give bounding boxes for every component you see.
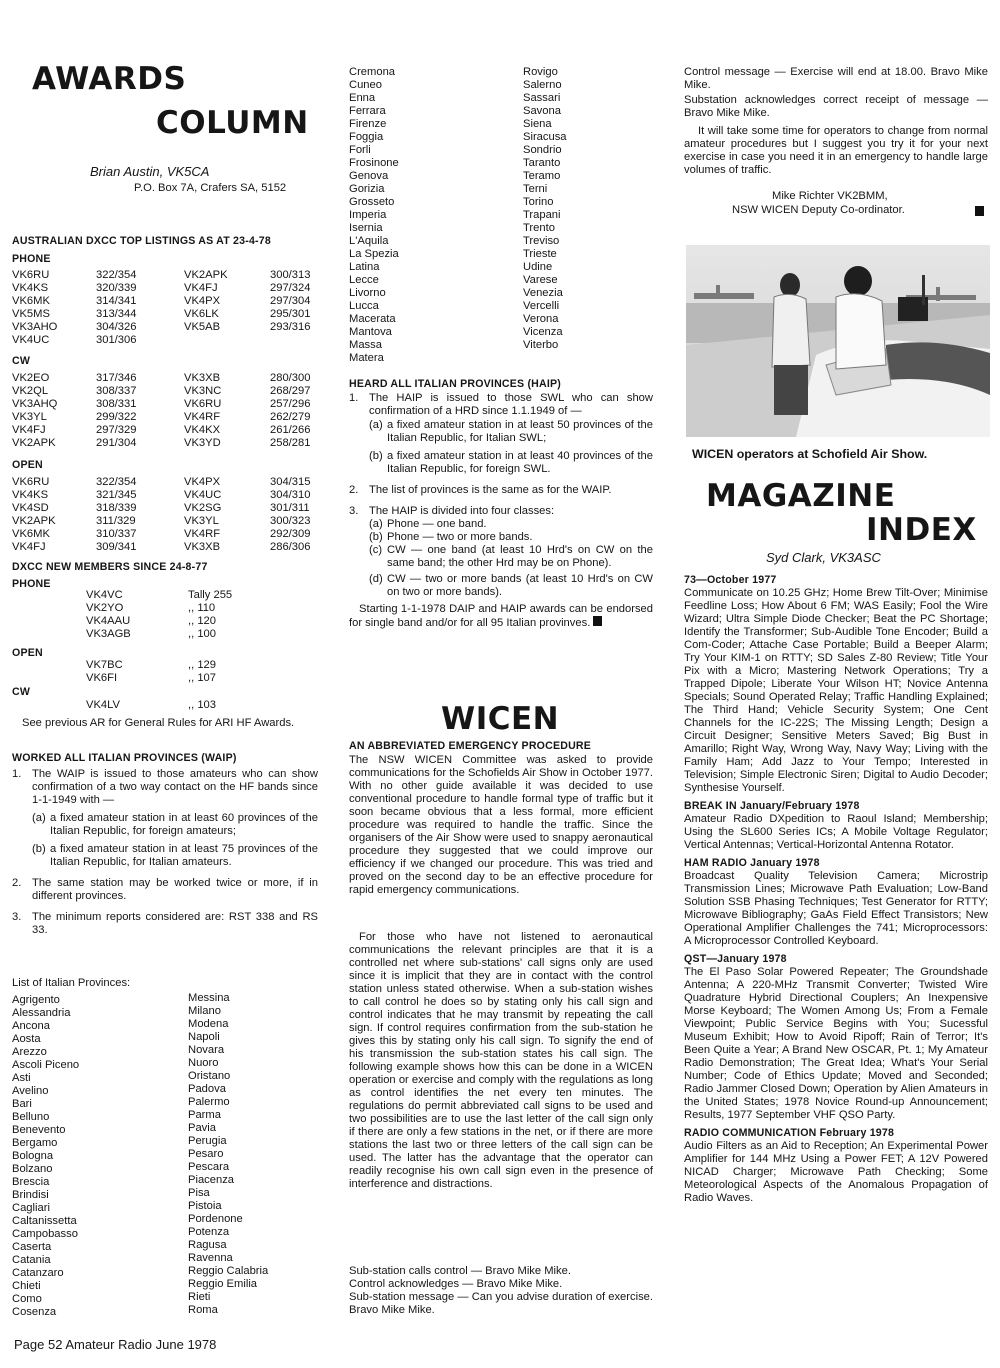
list-item: Aosta	[12, 1033, 41, 1045]
list-item: La Spezia	[349, 248, 399, 260]
wicen-example-3: Sub-station message — Can you advise duration of exercise. Bravo Mike Mike.	[349, 1291, 653, 1316]
list-item: Genova	[349, 170, 389, 182]
table-row	[12, 424, 318, 437]
list-item: Ferrara	[349, 105, 386, 117]
list-item: Ragusa	[188, 1239, 227, 1251]
table-cell: VK2SG	[184, 502, 222, 514]
table-cell: ,, 103	[188, 699, 216, 711]
list-item: Sondrio	[523, 144, 562, 156]
table-cell: VK2APK	[12, 515, 56, 527]
list-item: Parma	[188, 1109, 221, 1121]
list-item: Milano	[188, 1005, 221, 1017]
wicen-title: WICEN	[441, 701, 560, 737]
table-cell: VK3YD	[184, 437, 221, 449]
list-item: Massa	[349, 339, 382, 351]
list-item: Macerata	[349, 313, 396, 325]
table-row	[12, 321, 318, 334]
table-cell: 308/331	[96, 398, 137, 410]
table-cell: 280/300	[270, 372, 311, 384]
waip-rule-1: The WAIP is issued to those amateurs who can show confirmation of a two way contact on the HF bands since 1-1-1949 with —	[32, 768, 318, 806]
table-cell: VK7BC	[86, 659, 123, 671]
magazine-section-heading: 73—October 1977	[684, 574, 777, 586]
list-item: Salerno	[523, 79, 562, 91]
table-row	[12, 502, 318, 515]
wicen-subheading: AN ABBREVIATED EMERGENCY PROCEDURE	[349, 740, 592, 752]
awards-author: Brian Austin, VK5CA	[90, 164, 210, 179]
list-item: Pistoia	[188, 1200, 222, 1212]
table-cell: 304/310	[270, 489, 311, 501]
table-cell: VK4FJ	[12, 424, 46, 436]
list-item: Bolzano	[12, 1163, 53, 1175]
list-item: Pavia	[188, 1122, 216, 1134]
list-item: Treviso	[523, 235, 560, 247]
list-item: Cosenza	[12, 1306, 57, 1318]
end-mark-icon	[975, 206, 984, 216]
haip-heading: HEARD ALL ITALIAN PROVINCES (HAIP)	[349, 378, 562, 390]
list-item: Ancona	[12, 1020, 50, 1032]
table-cell: 304/315	[270, 476, 311, 488]
table-cell: VK6MK	[12, 528, 50, 540]
list-item: Livorno	[349, 287, 386, 299]
list-item: Palermo	[188, 1096, 230, 1108]
waip-rule-1a: a fixed amateur station in at least 60 provinces of the Italian Republic, for foreign amateurs;	[50, 812, 318, 837]
table-row	[12, 308, 318, 321]
list-item: Venezia	[523, 287, 563, 299]
list-item: Terni	[523, 183, 548, 195]
list-item: Avelino	[12, 1085, 49, 1097]
province-list-b	[188, 992, 318, 1317]
wicen-example-5: Substation acknowledges correct receipt of message — Bravo Mike Mike.	[684, 94, 988, 119]
table-row	[12, 295, 318, 308]
list-item: Taranto	[523, 157, 561, 169]
wicen-paragraph-1: The NSW WICEN Committee was asked to provide communications for the Schofields Air Show in October 1977. With no other guide available it was decided to use conventional procedure to handle formal type of traffic but it soon became obvious that a less formal, more efficient procedure was required to handle the traffic. Since the organisers of the Air Show were used to snappy aeronautical procedure they suggested that we could improve our efficiency if we changed our procedure. This was tried and proved on the second day to be an effective procedure for rapid emergency communications.	[349, 754, 653, 896]
awards-title-line1: AWARDS	[32, 61, 187, 97]
list-item: Catanzaro	[12, 1267, 64, 1279]
table-cell: 320/339	[96, 282, 137, 294]
list-item: Siracusa	[523, 131, 567, 143]
table-cell: VK4VC	[86, 589, 123, 601]
list-item: Pescara	[188, 1161, 230, 1173]
table-cell: 258/281	[270, 437, 311, 449]
list-item: Roma	[188, 1304, 218, 1316]
list-item: Reggio Emilia	[188, 1278, 258, 1290]
magazine-section	[684, 574, 988, 795]
table-cell: VK6RU	[12, 269, 50, 281]
table-cell: 268/297	[270, 385, 311, 397]
table-cell: VK4LV	[86, 699, 120, 711]
table-row	[12, 541, 318, 554]
page-footer: Page 52 Amateur Radio June 1978	[14, 1337, 217, 1352]
list-item: Belluno	[12, 1111, 50, 1123]
list-item: Messina	[188, 992, 230, 1004]
table-row	[12, 269, 318, 282]
magazine-section-body: Audio Filters as an Aid to Reception; An Experimental Power Amplifier for 144 MHz Using a Power FET; A 12V Powered NICAD Charger; Microwave Path Checking; Some Meteorological Aspects of the Anomalous Propagation of Radio Waves.	[684, 1140, 988, 1204]
table-cell: 262/279	[270, 411, 311, 423]
table-row	[12, 385, 318, 398]
haip-final: Starting 1-1-1978 DAIP and HAIP awards can be endorsed for single band and/or for all 95 Italian provinves.	[349, 603, 653, 629]
table-cell: 309/341	[96, 541, 137, 553]
table-cell: VK6FI	[86, 672, 118, 684]
table-cell: VK3YL	[184, 515, 219, 527]
list-item: L'Aquila	[349, 235, 389, 247]
table-cell: VK4FJ	[184, 282, 218, 294]
new-phone-label: PHONE	[12, 578, 51, 590]
haip-rule-3c: CW — one band (at least 10 Hrd's on CW on the same band; the other Hrd may be on Phone).	[387, 544, 653, 569]
table-cell: 291/304	[96, 437, 137, 449]
list-item: Vicenza	[523, 326, 563, 338]
new-cw-label: CW	[12, 686, 31, 698]
list-item: Varese	[523, 274, 558, 286]
list-item: Perugia	[188, 1135, 227, 1147]
list-item: Caltanissetta	[12, 1215, 77, 1227]
table-cell: VK4UC	[184, 489, 222, 501]
table-cell: VK4SD	[12, 502, 49, 514]
open-label: OPEN	[12, 459, 43, 471]
table-cell: 297/324	[270, 282, 311, 294]
awards-address: P.O. Box 7A, Crafers SA, 5152	[134, 182, 287, 194]
list-item: Trapani	[523, 209, 561, 221]
table-cell: 286/306	[270, 541, 311, 553]
table-cell: 318/339	[96, 502, 137, 514]
haip-rules: 1. The HAIP is issued to those SWL who can show confirmation of a HRD since 1.1.1949 of — (a) a fixed amateur station in at least 50 provinces of the Italian Republic, for Italian SWL; (b) a fixed amateur station in at least 40 provinces of the Italian Republic, for foreign SWL. 2. The list of provinces is the same as for the WAIP. 3. The HAIP is divided into four classes: (a) Phone — one band. (b) Phone — two or more bands. (c) CW — one band (at least 10 Hrd's on CW on the same band; the other Hrd may be on Phone). (d) CW — two or more bands (at least 10 Hrd's on CW on two or more bands). Starting 1-1-1978 DAIP and HAIP awards can be endorsed for single band and/or for all 95 Italian provinves.	[349, 392, 653, 629]
list-item: Potenza	[188, 1226, 230, 1238]
table-cell: 299/322	[96, 411, 137, 423]
table-cell: 300/323	[270, 515, 311, 527]
table-cell: VK3AHQ	[12, 398, 58, 410]
table-cell: 292/309	[270, 528, 311, 540]
table-cell: VK4KX	[184, 424, 221, 436]
list-item: Pesaro	[188, 1148, 224, 1160]
table-cell: 304/326	[96, 321, 137, 333]
open-table	[12, 476, 318, 554]
table-cell: 311/329	[96, 515, 136, 527]
list-item: Rieti	[188, 1291, 211, 1303]
table-row	[12, 398, 318, 411]
list-item: Verona	[523, 313, 559, 325]
wicen-paragraph-2: For those who have not listened to aeronautical communications the relevant principles are that it is a controlled net where sub-stations' call signs only are used since it is implicit that they are in contact with the control station unless stated otherwise. When a sub-station wishes to call control he does so by stating only his call sign and control indicates that he may transmit by repeating the call sign. If control requires confirmation from the sub-station he gives this by stating only his call sign. To signify the end of his transmission the sub-station states his call sign. The following example shows how this can be done in a WICEN operation or exercise and comply with the regulations as long as control identifies the net every ten minutes. The regulations do permit abbreviated call signs to be used and two possibilities are to use the last letter of the call sign only if there are only a few stations in the net, or if there are more stations the last two or three letters of the call sign can be used. The latter has the advantage that the operator can readily recognise his own call sign even in the presence of interference and distractions.	[349, 931, 653, 1190]
table-row	[12, 528, 318, 541]
list-item: Siena	[523, 118, 552, 130]
table-row	[12, 437, 318, 450]
new-phone-table	[86, 589, 268, 641]
haip-rule-3a: Phone — one band.	[387, 518, 487, 530]
table-cell: 301/306	[96, 334, 137, 346]
list-item: Brescia	[12, 1176, 50, 1188]
table-cell: VK4AAU	[86, 615, 131, 627]
table-row	[86, 628, 268, 641]
list-item: Como	[12, 1293, 42, 1305]
photo-illustration	[686, 245, 990, 437]
haip-rule-3b: Phone — two or more bands.	[387, 531, 533, 543]
list-item: Enna	[349, 92, 376, 104]
new-open-table	[86, 659, 268, 685]
table-cell: VK3XB	[184, 541, 221, 553]
list-item: Udine	[523, 261, 553, 273]
wicen-example-1: Sub-station calls control — Bravo Mike Mike.	[349, 1265, 571, 1277]
list-item: Matera	[349, 352, 384, 364]
table-cell: ,, 129	[188, 659, 216, 671]
list-item: Foggia	[349, 131, 384, 143]
table-cell	[184, 334, 270, 347]
cw-label: CW	[12, 355, 31, 367]
table-cell: 300/313	[270, 269, 311, 281]
waip-rules: 1. The WAIP is issued to those amateurs who can show confirmation of a two way contact on the HF bands since 1-1-1949 with — (a) a fixed amateur station in at least 60 provinces of the Italian Republic, for foreign amateurs; (b) a fixed amateur station in at least 75 provinces of the Italian Republic, for Italian amateurs. 2. The same station may be worked twice or more, if in different provinces. 3. The minimum reports considered are: RST 338 and RS 33.	[12, 768, 318, 936]
list-item: Caserta	[12, 1241, 52, 1253]
haip-rule-1: The HAIP is issued to those SWL who can show confirmation of a HRD since 1.1.1949 of —	[369, 392, 653, 417]
waip-rule-3: The minimum reports considered are: RST 338 and RS 33.	[32, 911, 318, 936]
table-row	[86, 615, 268, 628]
table-cell: VK4RF	[184, 528, 221, 540]
list-item: Viterbo	[523, 339, 559, 351]
wicen-example-4: Control message — Exercise will end at 18.00. Bravo Mike Mike.	[684, 66, 988, 91]
haip-rule-2: The list of provinces is the same as for the WAIP.	[369, 484, 612, 496]
table-cell: VK4PX	[184, 476, 221, 488]
haip-rule-1b: a fixed amateur station in at least 40 provinces of the Italian Republic, for foreign SWL.	[387, 450, 653, 475]
table-cell: VK6MK	[12, 295, 50, 307]
waip-heading: WORKED ALL ITALIAN PROVINCES (WAIP)	[12, 752, 237, 764]
table-cell: 297/304	[270, 295, 311, 307]
table-cell: 295/301	[270, 308, 311, 320]
table-cell: VK6LK	[184, 308, 219, 320]
list-item: Ravenna	[188, 1252, 233, 1264]
table-row	[12, 489, 318, 502]
table-row	[12, 282, 318, 295]
wicen-paragraph-3: It will take some time for operators to change from normal amateur procedures but I suggest you try it for your next exercise in case you need it in an emergency to handle large volumes of traffic.	[684, 125, 988, 176]
magazine-section-body: Broadcast Quality Television Camera; Microstrip Transmission Lines; Microwave Path Evaluation; Low-Band Solution SSB Phasing Techniques; Test Generator for RTTY; Microwave Bibliography; GaAs Field Effect Transistors; New Operational Amplifier Challenges the 741; Microprocessors: A Microprocessor Controlled Keyboard.	[684, 870, 988, 947]
table-cell: 322/354	[96, 269, 137, 281]
list-item: Rovigo	[523, 66, 558, 78]
new-members-heading: DXCC NEW MEMBERS SINCE 24-8-77	[12, 561, 208, 573]
list-item: Novara	[188, 1044, 225, 1056]
list-item: Grosseto	[349, 196, 395, 208]
table-cell: VK4FJ	[12, 541, 46, 553]
table-cell: ,, 120	[188, 615, 216, 627]
list-item: Ascoli Piceno	[12, 1059, 80, 1071]
province-list-c	[349, 66, 519, 365]
magazine-section-heading: BREAK IN January/February 1978	[684, 800, 860, 812]
list-item: Lucca	[349, 300, 379, 312]
table-cell: 293/316	[270, 321, 311, 333]
magazine-section	[684, 1127, 988, 1205]
list-item: Cagliari	[12, 1202, 50, 1214]
list-item: Teramo	[523, 170, 561, 182]
list-item: Cremona	[349, 66, 396, 78]
table-cell: 322/354	[96, 476, 137, 488]
list-item: Bologna	[12, 1150, 54, 1162]
table-row	[12, 372, 318, 385]
table-cell: 317/346	[96, 372, 137, 384]
list-item: Agrigento	[12, 994, 60, 1006]
table-cell: VK3NC	[184, 385, 222, 397]
list-item: Asti	[12, 1072, 31, 1084]
table-row	[86, 659, 268, 672]
see-previous-text: See previous AR for General Rules for ARI HF Awards.	[22, 717, 295, 729]
table-cell: 297/329	[96, 424, 137, 436]
table-cell: VK2YO	[86, 602, 124, 614]
list-item: Imperia	[349, 209, 387, 221]
table-cell: 321/345	[96, 489, 137, 501]
dxcc-heading: AUSTRALIAN DXCC TOP LISTINGS AS AT 23-4-78	[12, 235, 271, 247]
table-cell: VK3AHO	[12, 321, 58, 333]
table-cell: VK4PX	[184, 295, 221, 307]
magazine-section-heading: HAM RADIO January 1978	[684, 857, 820, 869]
list-item: Torino	[523, 196, 554, 208]
table-cell: 314/341	[96, 295, 137, 307]
magazine-section-heading: RADIO COMMUNICATION February 1978	[684, 1127, 895, 1139]
list-item: Reggio Calabria	[188, 1265, 269, 1277]
new-open-label: OPEN	[12, 647, 43, 659]
list-item: Isernia	[349, 222, 383, 234]
table-cell: VK2APK	[184, 269, 228, 281]
table-cell: 301/311	[270, 502, 310, 514]
phone-label: PHONE	[12, 253, 51, 265]
table-cell: VK5AB	[184, 321, 221, 333]
table-cell: 257/296	[270, 398, 311, 410]
table-cell: VK3YL	[12, 411, 47, 423]
list-item: Piacenza	[188, 1174, 235, 1186]
list-item: Padova	[188, 1083, 226, 1095]
waip-rule-1b: a fixed amateur station in at least 75 provinces of the Italian Republic, for Italian amateurs.	[50, 843, 318, 868]
list-item: Modena	[188, 1018, 229, 1030]
table-cell: ,, 100	[188, 628, 216, 640]
table-cell: VK4KS	[12, 489, 49, 501]
table-row	[12, 515, 318, 528]
wicen-example-2: Control acknowledges — Bravo Mike Mike.	[349, 1278, 563, 1290]
list-item: Forli	[349, 144, 371, 156]
list-item: Campobasso	[12, 1228, 78, 1240]
magazine-title-line1: MAGAZINE	[706, 478, 896, 514]
list-item: Savona	[523, 105, 561, 117]
table-row	[12, 411, 318, 424]
table-cell: VK2EO	[12, 372, 50, 384]
list-item: Bari	[12, 1098, 32, 1110]
magazine-section-heading: QST—January 1978	[684, 953, 787, 965]
magazine-sections	[684, 574, 988, 1210]
table-row	[12, 476, 318, 489]
magazine-author: Syd Clark, VK3ASC	[766, 550, 881, 565]
list-item: Chieti	[12, 1280, 41, 1292]
table-cell: VK2APK	[12, 437, 56, 449]
list-item: Frosinone	[349, 157, 399, 169]
haip-rule-3d: CW — two or more bands (at least 10 Hrd's on CW on two or more bands).	[387, 573, 653, 598]
table-cell: 261/266	[270, 424, 311, 436]
table-cell: 308/337	[96, 385, 137, 397]
table-cell: VK4UC	[12, 334, 50, 346]
list-item: Bergamo	[12, 1137, 58, 1149]
haip-rule-1a: a fixed amateur station in at least 50 provinces of the Italian Republic, for Italian SWL;	[387, 419, 653, 444]
magazine-section	[684, 800, 988, 852]
list-item: Napoli	[188, 1031, 220, 1043]
table-cell: VK3XB	[184, 372, 221, 384]
list-item: Lecce	[349, 274, 379, 286]
new-cw-table	[86, 699, 268, 712]
list-item: Arezzo	[12, 1046, 47, 1058]
province-list-label: List of Italian Provinces:	[12, 977, 131, 989]
list-item: Brindisi	[12, 1189, 49, 1201]
photo-caption: WICEN operators at Schofield Air Show.	[692, 447, 928, 461]
wicen-signature-name: Mike Richter VK2BMM,	[772, 190, 888, 202]
table-cell: VK4KS	[12, 282, 49, 294]
wicen-photo	[686, 245, 990, 437]
table-cell: VK4RF	[184, 411, 221, 423]
cw-table	[12, 372, 318, 450]
table-row	[86, 699, 268, 712]
magazine-section	[684, 857, 988, 948]
list-item: Gorizia	[349, 183, 385, 195]
table-cell	[270, 334, 318, 347]
list-item: Catania	[12, 1254, 51, 1266]
list-item: Nuoro	[188, 1057, 219, 1069]
table-row	[12, 334, 318, 347]
table-row	[86, 672, 268, 685]
phone-table	[12, 269, 318, 347]
list-item: Trento	[523, 222, 555, 234]
province-list-a	[12, 994, 182, 1319]
list-item: Benevento	[12, 1124, 66, 1136]
wicen-signature-title: NSW WICEN Deputy Co-ordinator.	[732, 204, 905, 216]
table-cell: VK5MS	[12, 308, 50, 320]
table-cell: 313/344	[96, 308, 137, 320]
province-list-d	[523, 66, 653, 352]
list-item: Pordenone	[188, 1213, 243, 1225]
table-cell: VK3AGB	[86, 628, 131, 640]
table-cell: ,, 110	[188, 602, 216, 614]
list-item: Latina	[349, 261, 380, 273]
list-item: Oristano	[188, 1070, 231, 1082]
table-cell: VK6RU	[184, 398, 222, 410]
waip-rule-2: The same station may be worked twice or more, if in different provinces.	[32, 877, 318, 902]
magazine-title-line2: INDEX	[866, 512, 977, 548]
magazine-section-body: Amateur Radio DXpedition to Raoul Island; Membership; Using the SL600 Series ICs; A Mobile Voltage Regulator; Vertical Antennas; Vertical-Horizontal Antenna Rotator.	[684, 813, 988, 851]
list-item: Trieste	[523, 248, 557, 260]
list-item: Firenze	[349, 118, 387, 130]
table-row	[86, 602, 268, 615]
list-item: Alessandria	[12, 1007, 71, 1019]
magazine-section	[684, 953, 988, 1122]
table-cell: VK2QL	[12, 385, 49, 397]
list-item: Sassari	[523, 92, 561, 104]
haip-rule-3: The HAIP is divided into four classes:	[369, 505, 555, 517]
awards-title-line2: COLUMN	[156, 105, 309, 141]
list-item: Mantova	[349, 326, 392, 338]
list-item: Vercelli	[523, 300, 560, 312]
table-cell: VK6RU	[12, 476, 50, 488]
table-cell: ,, 107	[188, 672, 216, 684]
table-cell: 310/337	[96, 528, 137, 540]
list-item: Cuneo	[349, 79, 382, 91]
magazine-section-body: Communicate on 10.25 GHz; Home Brew Tilt-Over; Minimise Feedline Loss; How About 6 FM; WAS Easily; Fool the Wire Wizard; Ultra Simple Diode Checker; Beat the PC Shortage; Identify the Transformer; Sub-Audible Tone Encoder; Build a Com-Coder; Attache Case Portable; Build a Beeper Alarm; Try Your KIM-1 on RTTY; SD Sales Z-80 Review; Title Your Pix with a Micro; Mastering Network Operations; Try a Trapped Dipole; Liberate Your Wilson HT; Novice Antenna Specials; Sound Operated Relay; Traffic Handling Explained; The Third Hand; Vehicle Security System; One Cent Channels for the IC-22S; The Missing Length; Design a Circuit Designer; Sensitive Meters Saved; Big Bust in Amarillo; Right Way, Wrong Way, Navy Way; Living with the Family Ham; Add Jazz to Your Tempo; Interested in Television; Simple Electronic Siren; Digital to Audio Decoder; Synthesise Yourself.	[684, 587, 988, 794]
table-cell: Tally 255	[188, 589, 233, 601]
list-item: Pisa	[188, 1187, 210, 1199]
end-mark-icon	[593, 616, 602, 626]
table-row	[86, 589, 268, 602]
magazine-section-body: The El Paso Solar Powered Repeater; The Groundshade Antenna; A 220-MHz Transmit Converter; Twisted Wire Quadrature Hybrid Directional Couplers; An Inexpensive Morse Keyboard; The Women Among Us; From a Female Viewpoint; Public Service Begins with You; Sucessful Museum Exhibit; How to Avoid Ripoff; Rain of Terror; It's Been Quite a Year; A Brand New OSCAR, Pt. 1; My Amateur Radio Demonstration; The Great Idea; What's Your Serial Number; Code of Ethics Update; Moved and Seconded; Radio Jammer Closed Down; Operation by Alien Amateurs in the United States; 1978 Novice Round-up Announcement; Results, 1977 September VHF QSO Party.	[684, 966, 988, 1121]
